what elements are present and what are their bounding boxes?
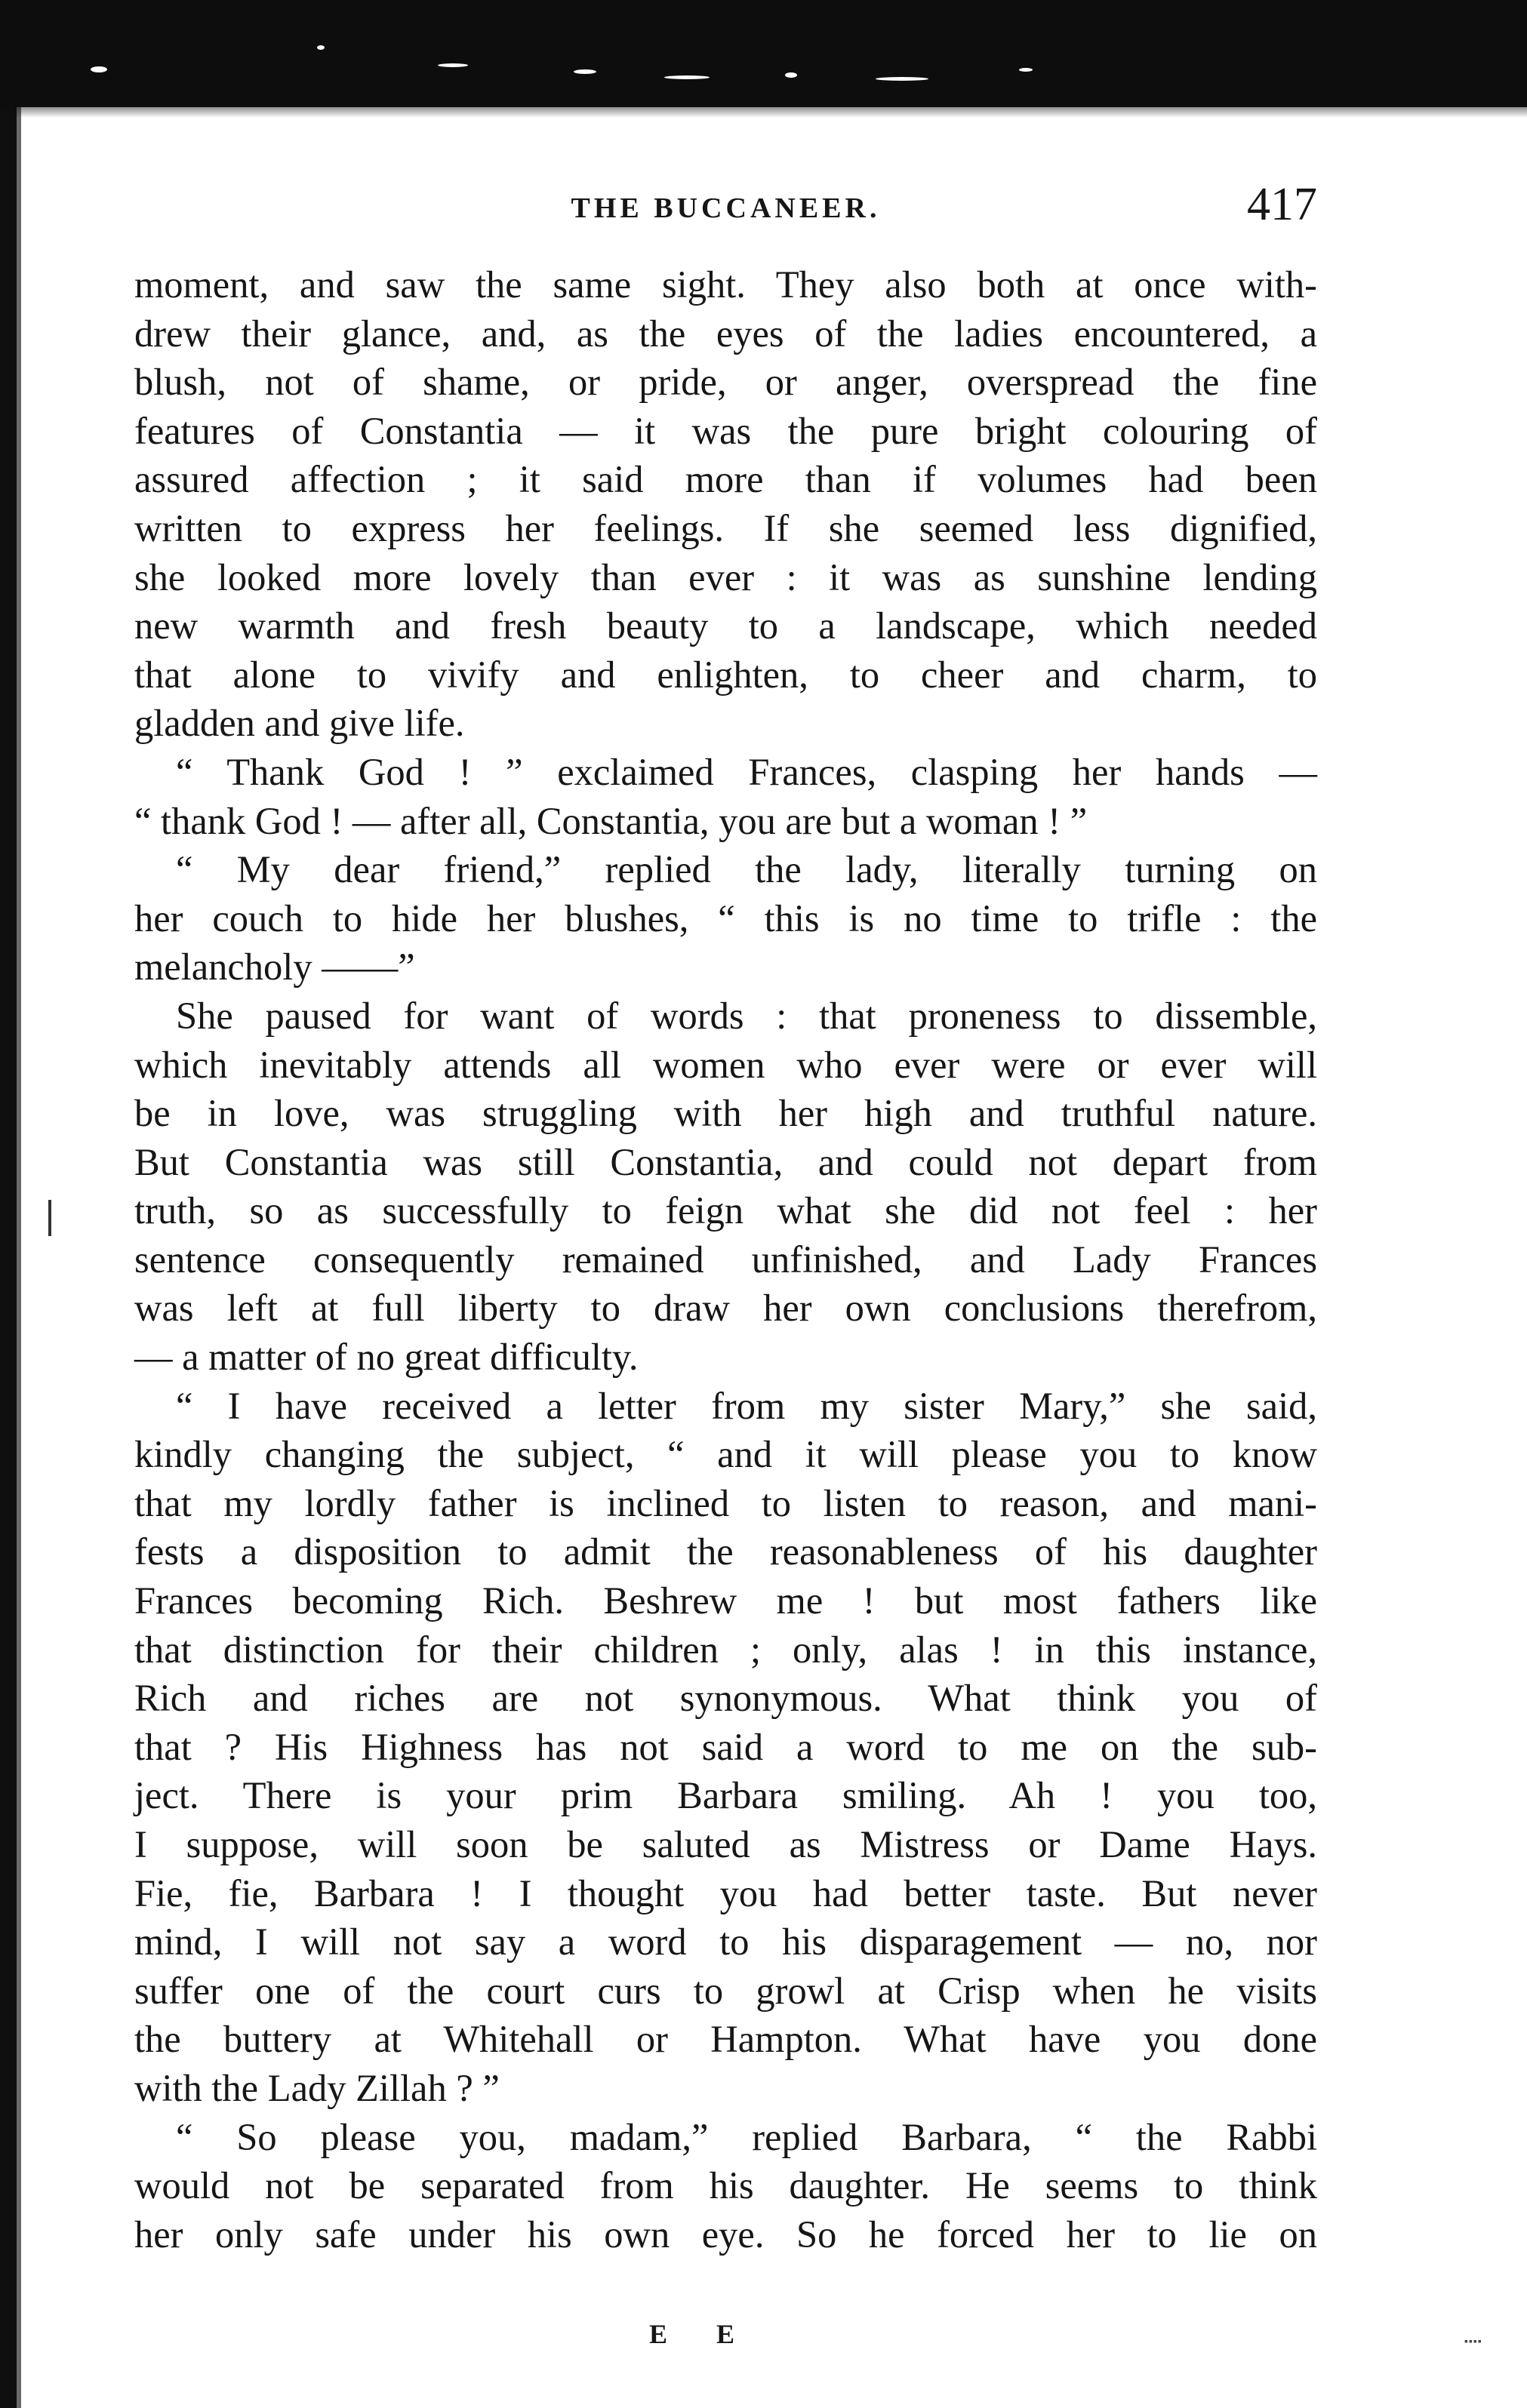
text-line: drew their glance, and, as the eyes of the ladies encountered, a <box>134 312 1317 355</box>
text-line: — a matter of no great difficulty. <box>134 1336 639 1379</box>
text-line: assured affection ; it said more than if volumes had been <box>134 458 1317 501</box>
text-line: was left at full liberty to draw her own conclusions therefrom, <box>134 1287 1317 1330</box>
text-line: fests a disposition to admit the reasonableness of his daughter <box>134 1530 1317 1573</box>
corner-scan-mark: ▪▪▪▪ <box>1464 2336 1482 2348</box>
text-line: moment, and saw the same sight. They also both at once with- <box>134 263 1317 306</box>
scan-top-fade <box>0 95 1527 118</box>
text-line: “ thank God ! — after all, Constantia, you are but a woman ! ” <box>134 799 1088 842</box>
text-line: written to express her feelings. If she seemed less dignified, <box>134 506 1317 549</box>
text-line: ject. There is your prim Barbara smiling. Ah ! you too, <box>134 1774 1317 1817</box>
page-header <box>134 178 1317 246</box>
text-line: features of Constantia — it was the pure bright colouring of <box>134 409 1317 452</box>
text-line: which inevitably attends all women who ever were or ever will <box>134 1043 1317 1086</box>
text-line: gladden and give life. <box>134 702 465 745</box>
margin-mark <box>48 1200 51 1236</box>
text-line: she looked more lovely than ever : it was as sunshine lending <box>134 555 1317 598</box>
text-line: She paused for want of words : that proneness to dissemble, <box>176 994 1317 1037</box>
page-number: 417 <box>1247 179 1317 230</box>
text-line: melancholy ——” <box>134 946 415 989</box>
running-head: THE BUCCANEER. <box>571 192 881 224</box>
text-line: truth, so as successfully to feign what she did not feel : her <box>134 1189 1317 1232</box>
text-line: that distinction for their children ; only, alas ! in this instance, <box>134 1628 1317 1671</box>
page-binding-shadow <box>17 0 21 2408</box>
signature-mark: E E <box>649 2319 756 2349</box>
text-line: that ? His Highness has not said a word to me on the sub- <box>134 1725 1317 1768</box>
scan-top-band <box>0 0 1527 107</box>
text-line: Frances becoming Rich. Beshrew me ! but most fathers like <box>134 1579 1317 1622</box>
text-line: blush, not of shame, or pride, or anger, overspread the fine <box>134 361 1317 404</box>
text-line: would not be separated from his daughter. He seems to think <box>134 2164 1317 2207</box>
text-line: But Constantia was still Constantia, and could not depart from <box>134 1140 1317 1183</box>
text-line: that alone to vivify and enlighten, to cheer and charm, to <box>134 653 1317 696</box>
page-binding-edge <box>0 0 17 2408</box>
text-line: the buttery at Whitehall or Hampton. What have you done <box>134 2018 1317 2061</box>
text-line: I suppose, will soon be saluted as Mistress or Dame Hays. <box>134 1823 1317 1865</box>
text-line: kindly changing the subject, “ and it will please you to know <box>134 1433 1317 1476</box>
text-line: mind, I will not say a word to his disparagement — no, nor <box>134 1921 1317 1964</box>
body-text <box>134 260 1317 2259</box>
text-line: be in love, was struggling with her high and truthful nature. <box>134 1092 1317 1135</box>
text-line: “ Thank God ! ” exclaimed Frances, clasping her hands — <box>176 750 1317 793</box>
text-line: new warmth and fresh beauty to a landscape, which needed <box>134 604 1317 647</box>
text-line: Fie, fie, Barbara ! I thought you had better taste. But never <box>134 1871 1317 1914</box>
text-line: sentence consequently remained unfinished, and Lady Frances <box>134 1238 1317 1281</box>
text-line: Rich and riches are not synonymous. What think you of <box>134 1677 1317 1720</box>
text-line: “ I have received a letter from my sister Mary,” she said, <box>176 1384 1317 1427</box>
text-line: with the Lady Zillah ? ” <box>134 2066 500 2109</box>
text-line: her couch to hide her blushes, “ this is no time to trifle : the <box>134 896 1317 940</box>
text-line: “ My dear friend,” replied the lady, literally turning on <box>176 848 1317 891</box>
text-line: suffer one of the court curs to growl at Crisp when he visits <box>134 1969 1317 2012</box>
text-line: “ So please you, madam,” replied Barbara, “ the Rabbi <box>176 2115 1317 2158</box>
text-line: that my lordly father is inclined to listen to reason, and mani- <box>134 1481 1317 1524</box>
text-line: her only safe under his own eye. So he forced her to lie on <box>134 2213 1317 2256</box>
